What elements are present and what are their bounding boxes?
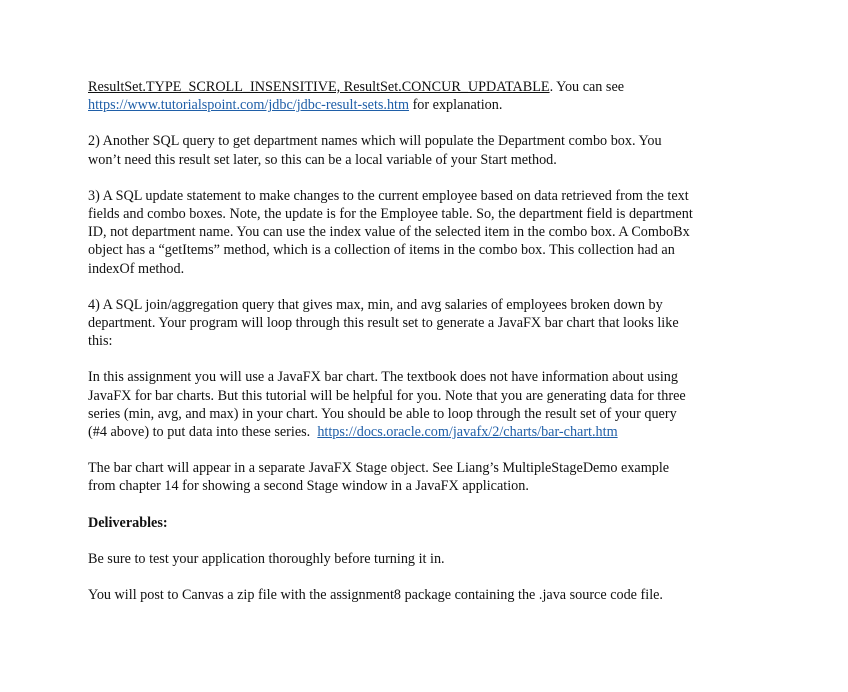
oracle-bar-chart-link[interactable]: https://docs.oracle.com/javafx/2/charts/bar-chart.htm [317,424,618,441]
item-3-line-3: ID, not department name. You can use the index value of the selected item in the combo box. A ComboBx [88,224,690,241]
item-3-line-1: 3) A SQL update statement to make changes to the current employee based on data retrieved from the text [88,187,689,204]
item-2-line-2: won’t need this result set later, so this can be a local variable of your Start method. [88,151,557,168]
bar-chart-info-line-2: JavaFX for bar charts. But this tutorial will be helpful for you. Note that you are generating data for three [88,387,686,404]
stage-info-line-1: The bar chart will appear in a separate JavaFX Stage object. See Liang’s MultipleStageDemo example [88,460,670,477]
bar-chart-info-line-3: series (min, avg, and max) in your chart. You should be able to loop through the result set of your query [88,405,677,422]
paragraph-resultset-note [88,78,758,114]
paragraph-stage-info [88,459,758,495]
tutorialspoint-link[interactable]: https://www.tutorialspoint.com/jdbc/jdbc-result-sets.htm [88,97,410,114]
paragraph-bar-chart-info [88,368,758,441]
resultset-constants: ResultSet.TYPE_SCROLL_INSENSITIVE, ResultSet.CONCUR_UPDATABLE [88,79,550,95]
document-page [88,78,758,622]
paragraph-item-3 [88,187,758,278]
item-3-line-2: fields and combo boxes. Note, the update is for the Employee table. So, the department field is department [88,206,693,223]
item-4-line-1: 4) A SQL join/aggregation query that gives max, min, and avg salaries of employees broken down by [88,296,663,313]
paragraph-item-4 [88,296,758,351]
item-3-line-4: object has a “getItems” method, which is a collection of items in the combo box. This collection had an [88,242,675,259]
explanation-text: for explanation. [409,97,503,114]
resultset-note-text: . You can see [549,79,625,95]
bar-chart-info-line-4: (#4 above) to put data into these series. [88,424,318,441]
item-3-line-5: indexOf method. [88,260,185,277]
item-4-line-3: this: [88,333,113,350]
paragraph-submission: You will post to Canvas a zip file with the assignment8 package containing the .java source code file. [88,587,663,604]
item-4-line-2: department. Your program will loop through this result set to generate a JavaFX bar chart that looks like [88,315,679,332]
stage-info-line-2: from chapter 14 for showing a second Stage window in a JavaFX application. [88,478,529,495]
bar-chart-info-line-1: In this assignment you will use a JavaFX bar chart. The textbook does not have information about using [88,369,678,386]
paragraph-testing: Be sure to test your application thoroughly before turning it in. [88,550,445,567]
paragraph-item-2 [88,132,758,168]
deliverables-heading: Deliverables: [88,514,168,531]
item-2-line-1: 2) Another SQL query to get department names which will populate the Department combo box. You [88,133,662,150]
